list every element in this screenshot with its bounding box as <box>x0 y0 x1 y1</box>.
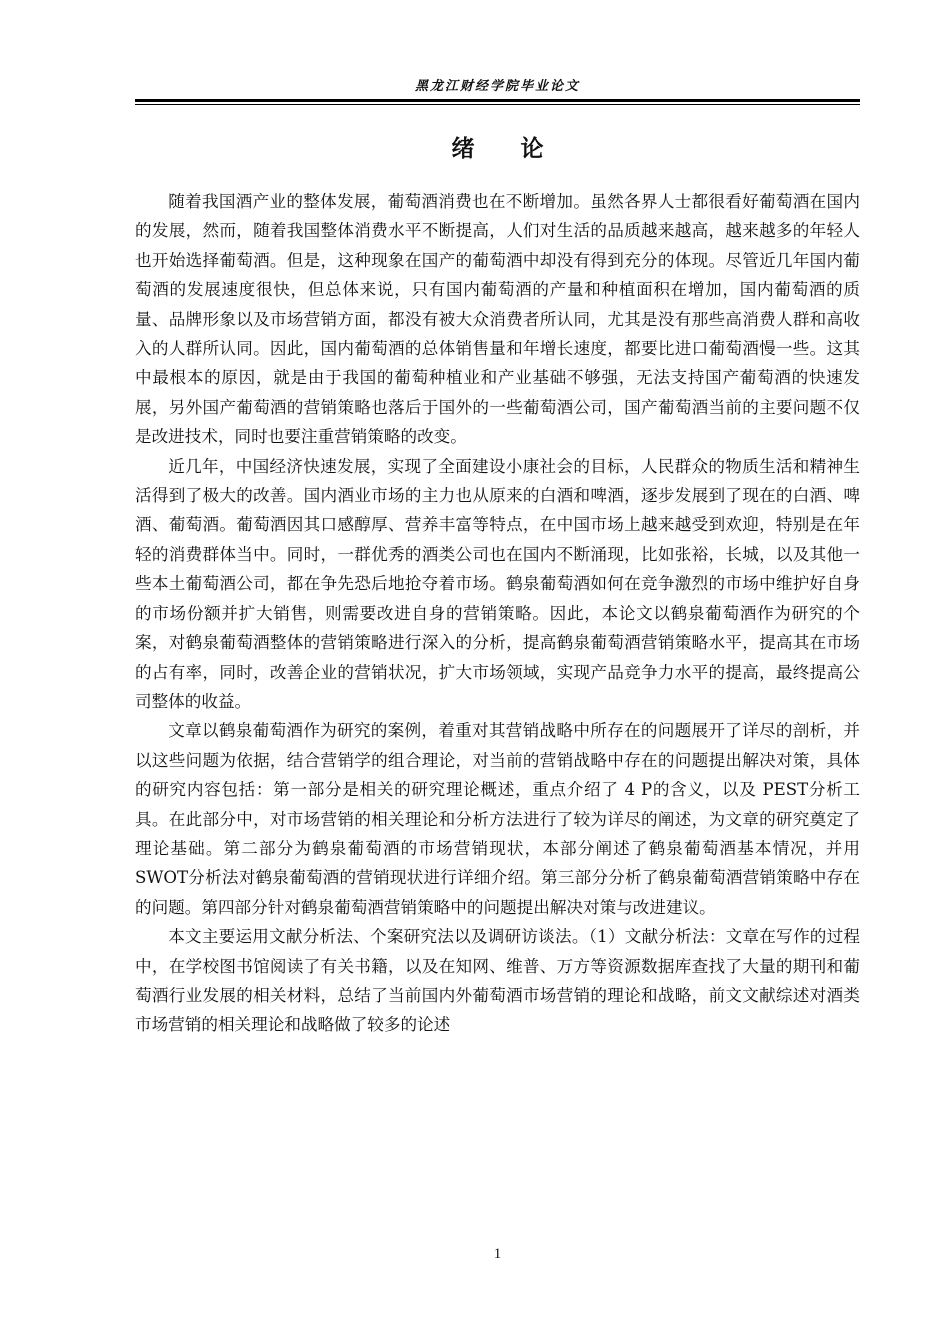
paragraph-1: 随着我国酒产业的整体发展，葡萄酒消费也在不断增加。虽然各界人士都很看好葡萄酒在国内的发展，然而，随着我国整体消费水平不断提高，人们对生活的品质越来越高，越来越多的年轻人也开始选择葡萄酒。但是，这种现象在国产的葡萄酒中却没有得到充分的体现。尽管近几年国内葡萄酒的发展速度很快，但总体来说，只有国内葡萄酒的产量和种植面积在增加，国内葡萄酒的质量、品牌形象以及市场营销方面，都没有被大众消费者所认同，尤其是没有那些高消费人群和高收入的人群所认同。因此，国内葡萄酒的总体销售量和年增长速度，都要比进口葡萄酒慢一些。这其中最根本的原因，就是由于我国的葡萄种植业和产业基础不够强，无法支持国产葡萄酒的快速发展，另外国产葡萄酒的营销策略也落后于国外的一些葡萄酒公司，国产葡萄酒当前的主要问题不仅是改进技术，同时也要注重营销策略的改变。 <box>135 192 860 447</box>
header-rule-thin <box>135 104 860 105</box>
paragraph-2: 近几年，中国经济快速发展，实现了全面建设小康社会的目标，人民群众的物质生活和精神生活得到了极大的改善。国内酒业市场的主力也从原来的白酒和啤酒，逐步发展到了现在的白酒、啤酒、葡萄酒。葡萄酒因其口感醇厚、营养丰富等特点，在中国市场上越来越受到欢迎，特别是在年轻的消费群体当中。同时，一群优秀的酒类公司也在国内不断涌现，比如张裕，长城，以及其他一些本土葡萄酒公司，都在争先恐后地抢夺着市场。鹤泉葡萄酒如何在竞争激烈的市场中维护好自身的市场份额并扩大销售，则需要改进自身的营销策略。因此，本论文以鹤泉葡萄酒作为研究的个案，对鹤泉葡萄酒整体的营销策略进行深入的分析，提高鹤泉葡萄酒营销策略水平，提高其在市场的占有率，同时，改善企业的营销状况，扩大市场领域，实现产品竞争力水平的提高，最终提高公司整体的收益。 <box>135 456 860 711</box>
paragraph-4: 本文主要运用文献分析法、个案研究法以及调研访谈法。（1）文献分析法：文章在写作的过程中，在学校图书馆阅读了有关书籍，以及在知网、维普、万方等资源数据库查找了大量的期刊和葡萄酒行业发展的相关材料，总结了当前国内外葡萄酒市场营销的理论和战略，前文文献综述对酒类市场营销的相关理论和战略做了较多的论述 <box>135 927 860 1035</box>
header-rule-thick <box>135 99 860 102</box>
page-number: 1 <box>493 1246 502 1262</box>
section-title: 绪论 <box>451 136 590 162</box>
paragraph-3: 文章以鹤泉葡萄酒作为研究的案例，着重对其营销战略中所存在的问题展开了详尽的剖析，并以这些问题为依据，结合营销学的组合理论，对当前的营销战略中存在的问题提出解决对策，具体的研究内容包括：第一部分是相关的研究理论概述，重点介绍了 4 P的含义，以及 PEST分析工具。在此部分中，对市场营销的相关理论和分析方法进行了较为详尽的阐述，为文章的研究奠定了理论基础。第二部分为鹤泉葡萄酒的市场营销现状，本部分阐述了鹤泉葡萄酒基本情况，并用SWOT分析法对鹤泉葡萄酒的营销现状进行详细介绍。第三部分分析了鹤泉葡萄酒营销策略中存在的问题。第四部分针对鹤泉葡萄酒营销策略中的问题提出解决对策与改进建议。 <box>135 721 860 917</box>
body-text <box>135 187 860 1040</box>
running-header: 黑龙江财经学院毕业论文 <box>414 79 580 94</box>
